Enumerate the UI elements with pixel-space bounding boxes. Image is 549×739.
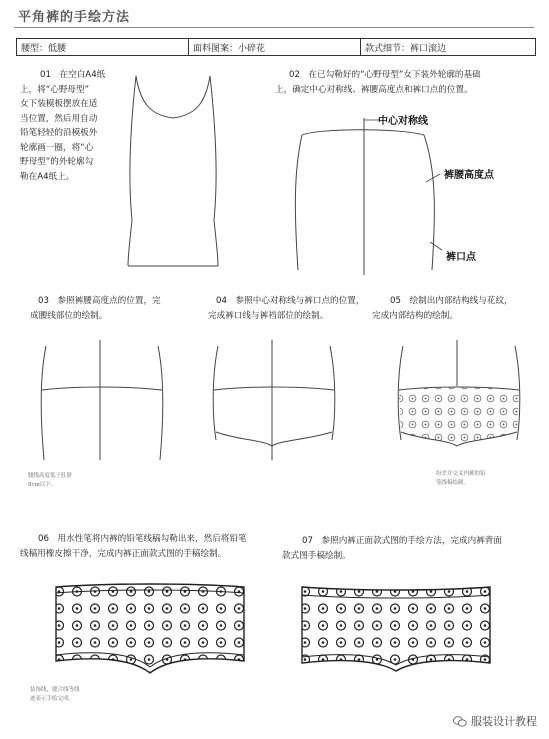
step-02-text: 02 在已勾勒好的“心野母型”女下装外轮廓的基础 上，确定中心对称线、裤腰高度点和裤口点的位置。 xyxy=(275,70,481,95)
step-03-text: 03 参照裤腰高度点的位置，完 成腰线部位的绘制。 xyxy=(30,296,161,321)
center-line-label: 中心对称线 xyxy=(378,116,428,127)
style-detail-cell: 款式细节：裤口滚边 xyxy=(365,44,447,54)
waist-point-label: 裤腰高度点 xyxy=(444,170,494,181)
watermark xyxy=(453,713,537,729)
info-table xyxy=(16,38,536,56)
step-02-drawing xyxy=(290,110,440,275)
step-07-text: 07 参照内裤正面款式图的手绘方法，完成内裤背面 款式图手稿绘制。 xyxy=(282,536,502,561)
step-04-text: 04 参照中心对称线与裤口点的位置， 完成裤口线与裤裆部位的绘制。 xyxy=(208,296,365,321)
step-05-drawing xyxy=(393,340,523,465)
title-divider xyxy=(14,27,534,28)
watermark-text: 服装设计教程 xyxy=(471,715,537,728)
step-06-text: 06 用水性笔将内裤的铅笔线稿勾勒出来，然后将铅笔 线稿用橡皮擦干净，完成内裤正面款式图的手稿绘制。 xyxy=(20,534,247,559)
step-06-note: 装饰线，缝合线等线 迹表示手绘完成。 xyxy=(30,687,80,702)
wechat-icon xyxy=(453,716,467,727)
step-05-note: 纷差并交叉内裤的铅 笔线稿绘制。 xyxy=(436,471,486,486)
step-01-outline-drawing xyxy=(118,70,228,270)
fabric-pattern-cell: 面料图案：小碎花 xyxy=(189,39,361,55)
step-05-text: 05 绘制出内部结构线与花纹， 完成内部结构的绘制。 xyxy=(372,296,513,321)
step-01-text: 01 在空白A4纸 上，将“心野母型” 女下装模板摆放在适 当位置，然后用自动 铅笔轻轻的沿模板外 轮廓画一圈，将“心 野母型”的外轮廓勾 勒在A4纸上。 xyxy=(20,70,106,182)
step-07-drawing xyxy=(296,583,496,675)
step-03-drawing xyxy=(36,340,166,465)
step-03-note: 腰线高度低于肚脐 8cm以下。 xyxy=(28,473,73,488)
step-04-drawing xyxy=(208,340,338,465)
step-06-drawing xyxy=(50,583,250,675)
page-title: 平角裤的手绘方法 xyxy=(18,10,131,25)
hem-point-label: 裤口点 xyxy=(446,252,476,263)
waist-type-cell: 腰型：低腰 xyxy=(17,39,189,55)
